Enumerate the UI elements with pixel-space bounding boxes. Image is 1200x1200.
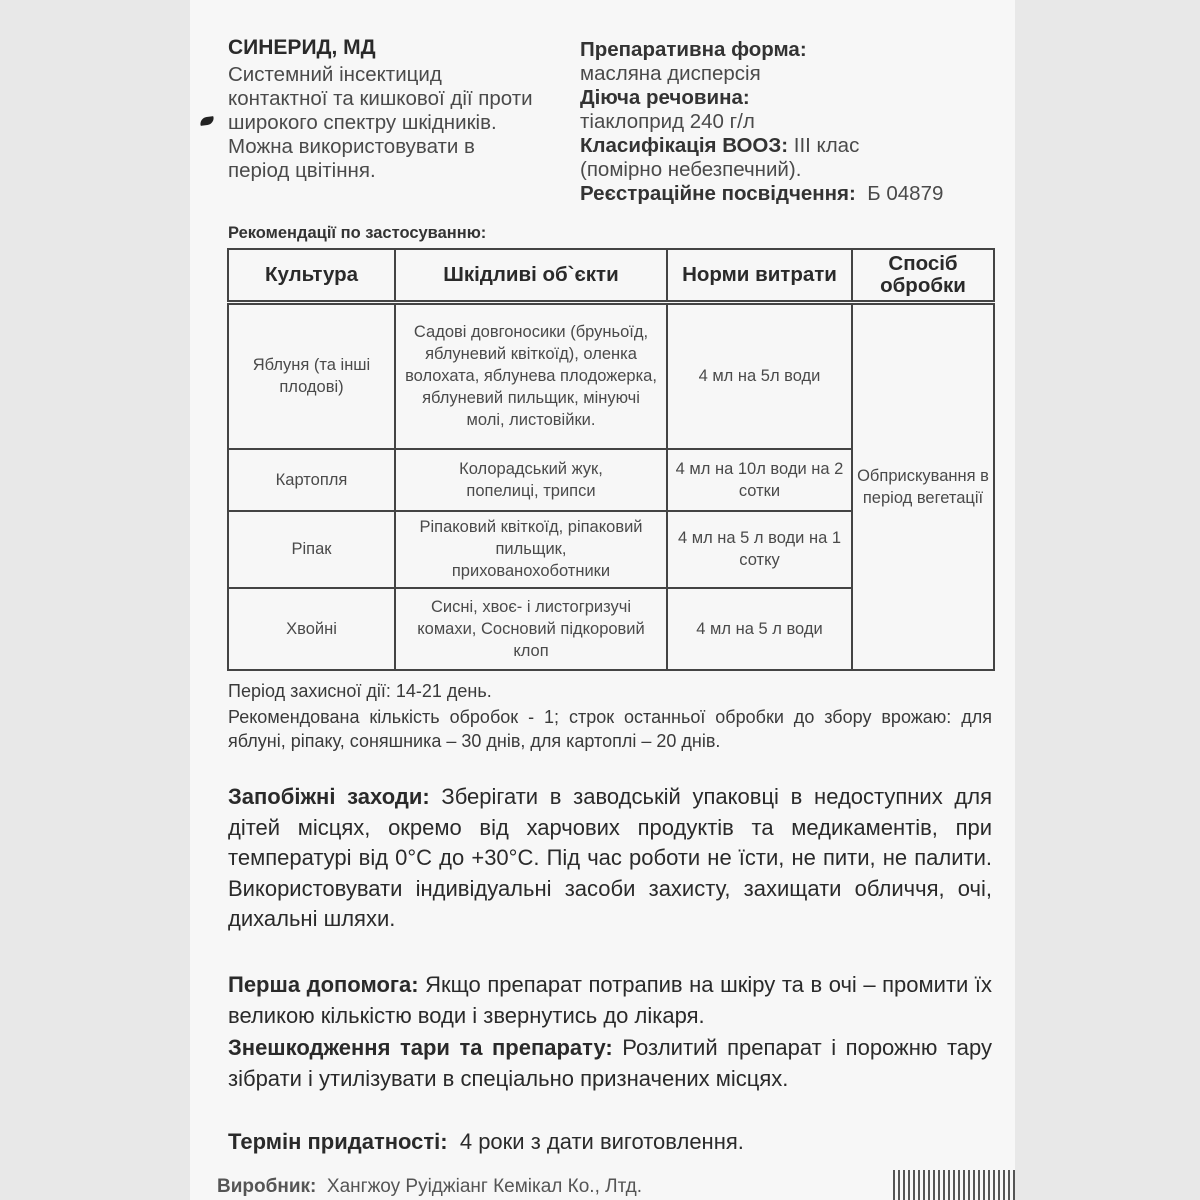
recommendations-table: [227, 248, 995, 671]
description-line: Системний інсектицид: [228, 63, 442, 86]
header-rate: Норми витрати: [667, 249, 852, 303]
specs-block: [580, 38, 943, 206]
header-pests: Шкідливі об`єкти: [395, 249, 667, 303]
manufacturer-label: Виробник:: [217, 1176, 317, 1197]
manufacturer-text: Хангжоу Руіджіанг Кемікал Ко., Лтд.: [316, 1176, 643, 1197]
rate-cell: 4 мл на 5 л води: [667, 588, 852, 670]
rate-cell: 4 мл на 5 л води на 1 сотку: [667, 511, 852, 588]
disposal-paragraph: [228, 1033, 992, 1094]
precautions-label: Запобіжні заходи:: [228, 784, 430, 809]
method-cell: Обприскування в період вегетації: [852, 303, 994, 670]
disposal-label: Знешкодження тари та препарату:: [228, 1035, 613, 1060]
product-name: СИНЕРИД, МД: [228, 36, 376, 59]
precautions-paragraph: [228, 782, 992, 935]
rate-cell: 4 мл на 5л води: [667, 303, 852, 449]
pests-cell: Колорадський жук, попелиці, трипси: [395, 449, 667, 511]
header-crop: Культура: [228, 249, 395, 303]
pests-cell: Сисні, хвоє- і листогризучі комахи, Сосновий підкоровий клоп: [395, 588, 667, 670]
crop-cell: Яблуня (та інші плодові): [228, 303, 395, 449]
reg-value: Б 04879: [855, 182, 944, 205]
pests-cell: Ріпаковий квіткоїд, ріпаковий пильщик, прихованохоботники: [395, 511, 667, 588]
description-line: контактної та кишкової дії проти: [228, 87, 533, 110]
reg-line: [580, 182, 943, 206]
disposal-text: Розлитий препарат і порожню тару зібрати і утилізувати в спеціально призначених місцях.: [228, 1035, 992, 1091]
class-line: [580, 134, 943, 158]
scale-ruler: [893, 1170, 1018, 1200]
recommendations-title: Рекомендації по застосуванню:: [228, 224, 487, 242]
crop-cell: Хвойні: [228, 588, 395, 670]
first-aid-text: Якщо препарат потрапив на шкіру та в очі – промити їх великою кількістю води і звернутись до лікаря.: [228, 972, 992, 1028]
table-row: [228, 303, 994, 449]
header-method: Спосіб обробки: [852, 249, 994, 303]
shelf-life-label: Термін придатності:: [228, 1129, 448, 1154]
shelf-life-text: 4 роки з дати виготовлення.: [447, 1129, 744, 1154]
class-label: Класифікація ВООЗ:: [580, 134, 789, 157]
form-label: Препаративна форма:: [580, 38, 807, 61]
form-value: масляна дисперсія: [580, 62, 761, 85]
description-line: широкого спектру шкідників.: [228, 111, 497, 134]
precautions-text: Зберігати в заводській упаковці в недоступних для дітей місцях, окремо від харчових продуктів та медикаментів, при температурі від 0°С до +30°С. Під час роботи не їсти, не пити, не палити. Використовувати індивідуальні засоби захисту, захищати обличчя, очі, дихальні шляхи.: [228, 784, 992, 931]
treatments-note: Рекомендована кількість обробок - 1; строк останньої обробки до збору врожаю: для яблуні, ріпаку, соняшника – 30 днів, для картоплі – 20 днів.: [228, 707, 992, 751]
reg-label: Реєстраційне посвідчення:: [580, 182, 856, 205]
class-value: III клас: [788, 134, 860, 157]
manufacturer-line: [217, 1176, 642, 1198]
pests-cell: Садові довгоносики (бруньоїд, яблуневий квіткоїд), оленка волохата, яблунева плодожерка, яблуневий пильщик, мінуючі молі, листовійки.: [395, 303, 667, 449]
protection-period: Період захисної дії: 14-21 день.: [228, 681, 492, 701]
description-line: Можна використовувати в: [228, 135, 475, 158]
class-note: (помірно небезпечний).: [580, 158, 802, 181]
table-header-row: [228, 249, 994, 303]
product-description: [228, 63, 533, 183]
description-line: період цвітіння.: [228, 159, 376, 182]
shelf-life-paragraph: [228, 1127, 992, 1158]
active-label: Діюча речовина:: [580, 86, 750, 109]
rate-cell: 4 мл на 10л води на 2 сотки: [667, 449, 852, 511]
first-aid-label: Перша допомога:: [228, 972, 419, 997]
first-aid-paragraph: [228, 970, 992, 1031]
crop-cell: Картопля: [228, 449, 395, 511]
active-value: тіаклоприд 240 г/л: [580, 110, 755, 133]
crop-cell: Ріпак: [228, 511, 395, 588]
